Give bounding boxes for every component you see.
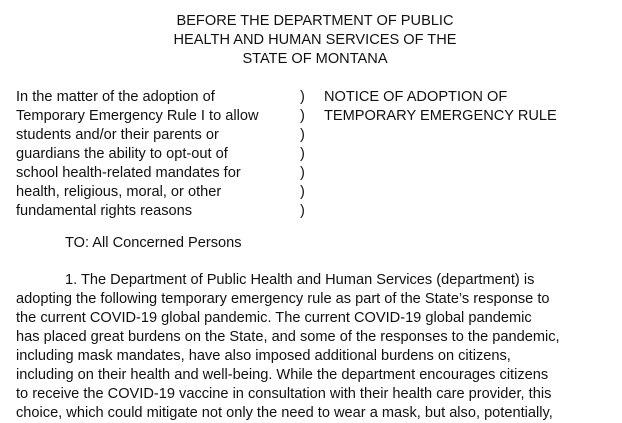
paragraph-line: the current COVID-19 global pandemic. The current COVID-19 global pandemic <box>16 310 532 326</box>
matter-line: school health-related mandates for <box>16 165 241 181</box>
caption-paren: ) <box>300 89 305 105</box>
caption-paren: ) <box>300 127 305 143</box>
notice-line: NOTICE OF ADOPTION OF <box>324 89 508 105</box>
matter-description <box>16 88 259 221</box>
matter-line: In the matter of the adoption of <box>16 89 215 105</box>
notice-line: TEMPORARY EMERGENCY RULE <box>324 108 557 124</box>
matter-line: Temporary Emergency Rule I to allow <box>16 108 259 124</box>
paragraph-line: choice, which could mitigate not only the need to wear a mask, but also, potentially, <box>16 405 553 421</box>
caption-parentheses <box>300 88 305 221</box>
paragraph-line: to receive the COVID-19 vaccine in consultation with their health care provider, this <box>16 386 552 402</box>
header-line-1: BEFORE THE DEPARTMENT OF PUBLIC <box>176 13 454 29</box>
notice-title <box>324 88 557 126</box>
matter-line: guardians the ability to opt-out of <box>16 146 228 162</box>
caption-paren: ) <box>300 146 305 162</box>
header-line-2: HEALTH AND HUMAN SERVICES OF THE <box>173 32 457 48</box>
matter-line: fundamental rights reasons <box>16 203 193 219</box>
caption-paren: ) <box>300 184 305 200</box>
paragraph-line: including on their health and well-being. While the department encourages citizens <box>16 367 549 383</box>
paragraph-line: adopting the following temporary emergency rule as part of the State’s response to <box>16 291 550 307</box>
to-line: TO: All Concerned Persons <box>65 235 242 251</box>
caption-paren: ) <box>300 203 305 219</box>
document-header <box>0 12 622 69</box>
caption-paren: ) <box>300 165 305 181</box>
caption-paren: ) <box>300 108 305 124</box>
header-line-3: STATE OF MONTANA <box>242 51 388 67</box>
matter-line: health, religious, moral, or other <box>16 184 222 200</box>
paragraph-line: has placed great burdens on the State, and some of the responses to the pandemic, <box>16 329 560 345</box>
paragraph-line: including mask mandates, have also imposed additional burdens on citizens, <box>16 348 511 364</box>
matter-line: students and/or their parents or <box>16 127 219 143</box>
paragraph-1 <box>16 271 616 423</box>
paragraph-line: 1. The Department of Public Health and Human Services (department) is <box>65 272 535 288</box>
